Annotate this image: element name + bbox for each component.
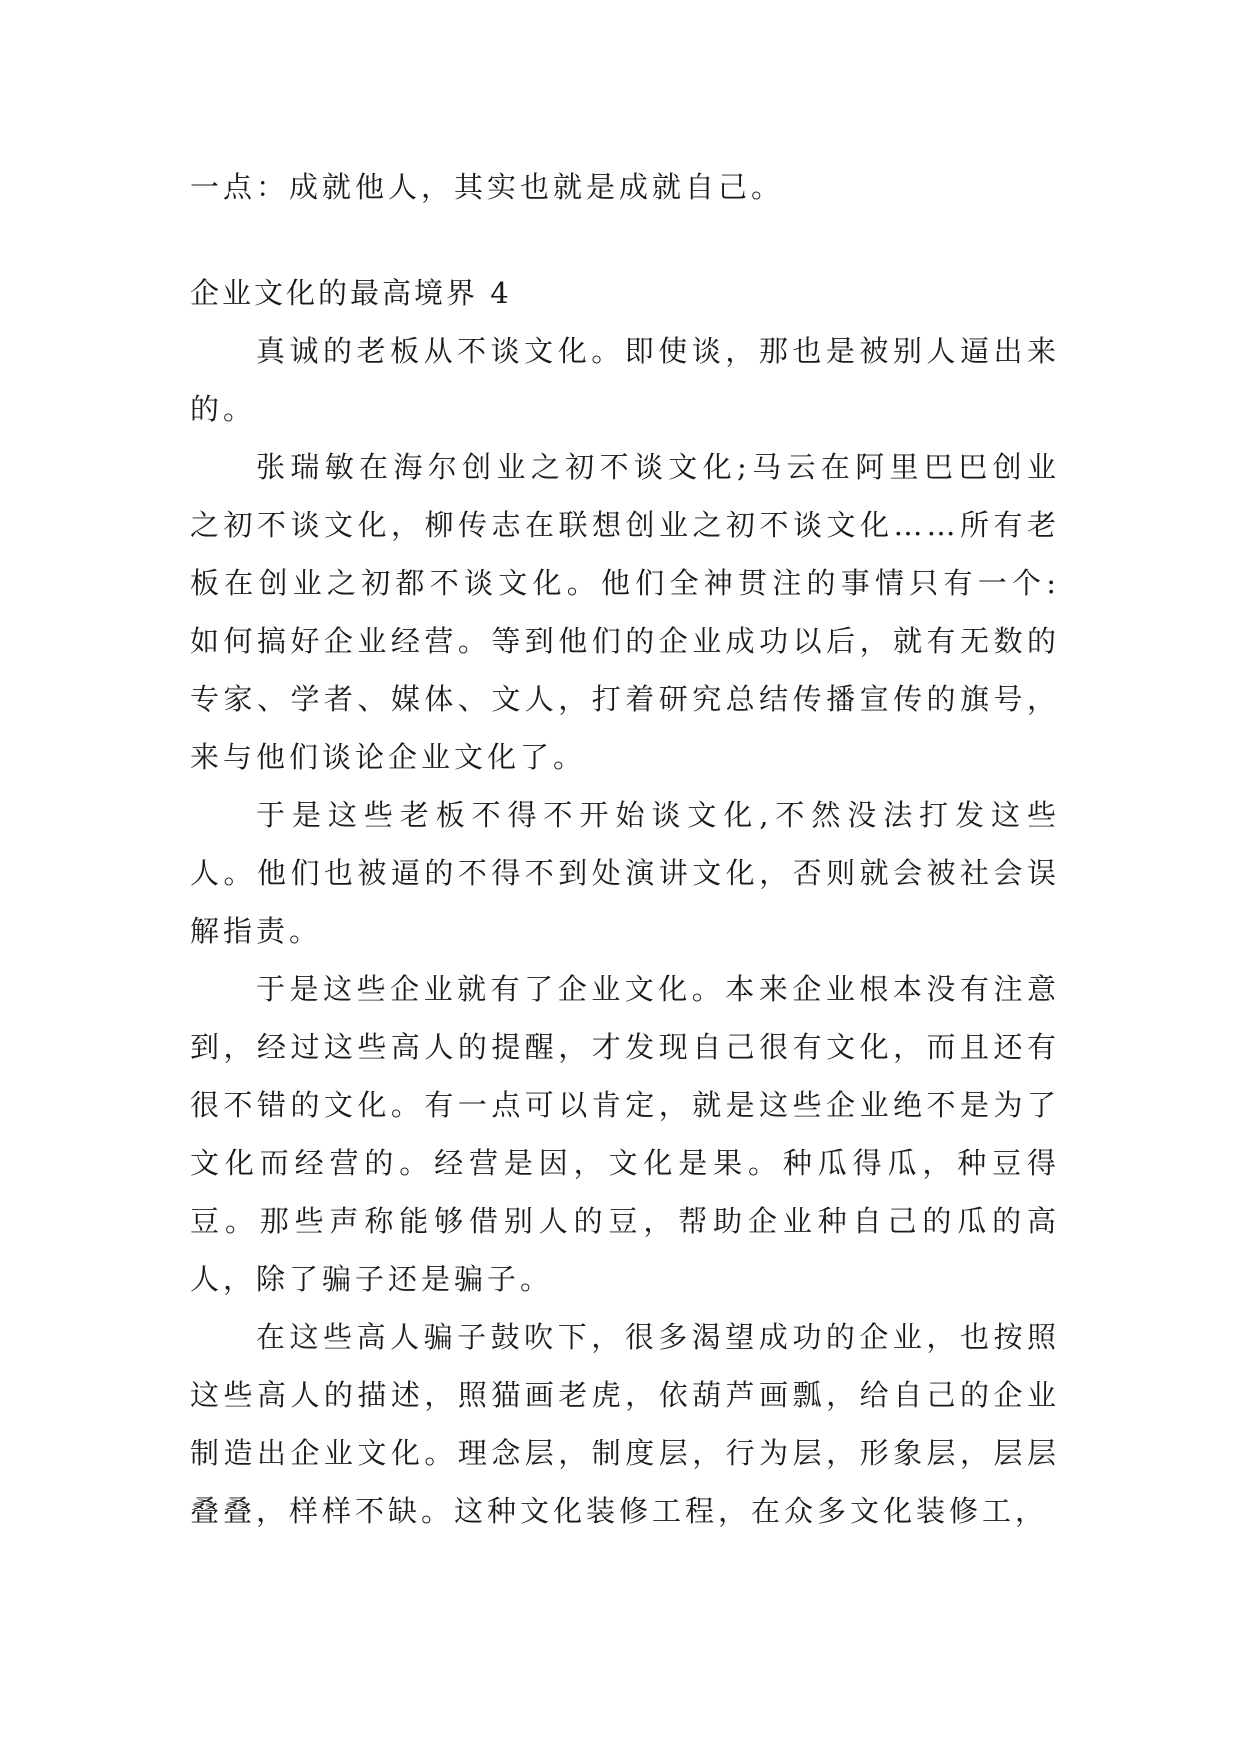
paragraph-2: 张瑞敏在海尔创业之初不谈文化;马云在阿里巴巴创业之初不谈文化，柳传志在联想创业之初不谈文化……所有老板在创业之初都不谈文化。他们全神贯注的事情只有一个:如何搞好企业经营。等到他们的企业成功以后，就有无数的专家、学者、媒体、文人，打着研究总结传播宣传的旗号，来与他们谈论企业文化了。 — [190, 450, 1060, 774]
section-heading: 企业文化的最高境界 4 — [190, 276, 512, 310]
paragraph-4: 于是这些企业就有了企业文化。本来企业根本没有注意到，经过这些高人的提醒，才发现自己很有文化，而且还有很不错的文化。有一点可以肯定，就是这些企业绝不是为了文化而经营的。经营是因，文化是果。种瓜得瓜，种豆得豆。那些声称能够借别人的豆，帮助企业种自己的瓜的高人，除了骗子还是骗子。 — [190, 972, 1060, 1296]
paragraph-1: 真诚的老板从不谈文化。即使谈，那也是被别人逼出来的。 — [190, 334, 1060, 426]
continued-text-line: 一点：成就他人，其实也就是成就自己。 — [190, 170, 785, 204]
paragraph-3: 于是这些老板不得不开始谈文化,不然没法打发这些人。他们也被逼的不得不到处演讲文化，否则就会被社会误解指责。 — [190, 798, 1060, 948]
paragraph-5: 在这些高人骗子鼓吹下，很多渴望成功的企业，也按照这些高人的描述，照猫画老虎，依葫芦画瓢，给自己的企业制造出企业文化。理念层，制度层，行为层，形象层，层层叠叠，样样不缺。这种文化装修工程，在众多文化装修工， — [190, 1320, 1060, 1528]
document-body — [190, 158, 1060, 1540]
